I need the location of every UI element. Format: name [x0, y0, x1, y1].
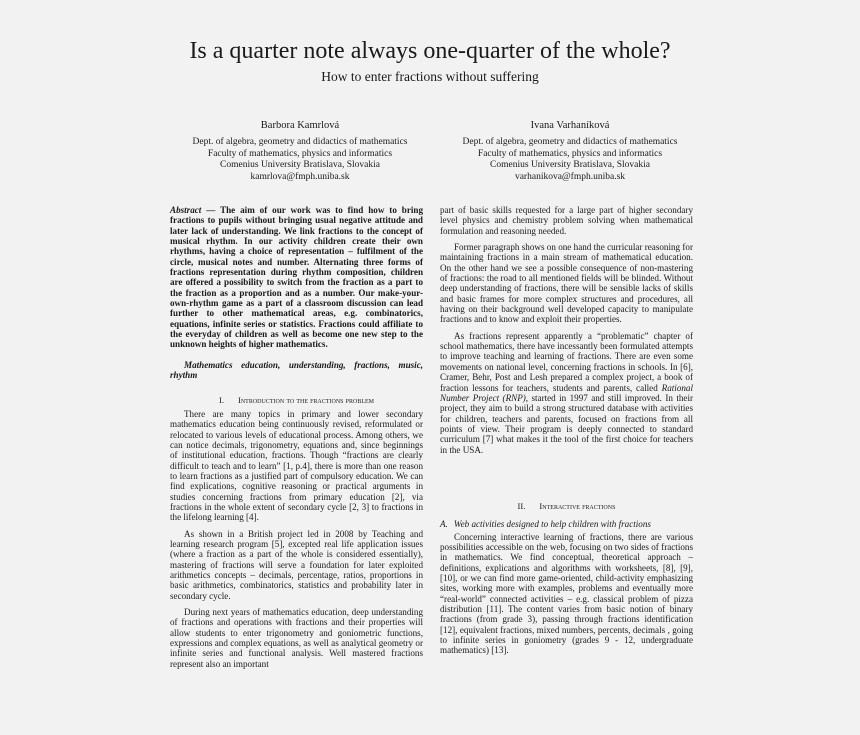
body-paragraph: There are many topics in primary and lower secondary mathematics education being continuously revised, reformulated or relocated to various levels of educational process. Among others, we can notice decimals, trigonometry, equations and, since beginnings of institutional education, fractions. Though “fractions are clearly difficult to teach and to learn” [1, p.4], there is more than one reason to learn fractions as a justified part of compulsory education. We can find explications, cognitive reasoning or practical arguments in studies concerning fractions from primary education [2], via fractions in the whole extent of secondary cycle [2, 3] to fractions in the lifelong learning [4].	[170, 408, 423, 523]
subsection-title: Web activities designed to help children with fractions	[453, 519, 651, 530]
abstract-text: The aim of our work was to find how to bring fractions to pupils without bringing usual negative attitude and later lack of understanding. We link fractions to the concept of musical rhythm. In our activity children create their own rhythms, having a choice of representation – fulfilment of the circle, musical notes and number. Alternating three forms of fractions representation during rhythm composition, children are offered a possibility to switch from the fraction as a part to the fraction as a proportion and as a number. Our make-your-own-rhythm game as a part of a classroom discussion can lead further to other mathematical areas, e.g. combinatorics, equations, infinite series or statistics. Fractions could affiliate to the everyday of children as well as become one new step to the unknown heights of higher mathematics.	[170, 205, 423, 350]
section-title: Introduction to the fractions problem	[237, 394, 375, 405]
author-email: varhanikova@fmph.uniba.sk	[514, 171, 626, 182]
body-paragraph: part of basic skills requested for a large part of higher secondary level physics and chemistry problem solving when mathematical formulation and reasoning needed.	[440, 205, 693, 236]
right-column	[440, 205, 693, 662]
author-faculty: Faculty of mathematics, physics and informatics	[207, 148, 393, 159]
author-university: Comenius University Bratislava, Slovakia	[220, 160, 380, 171]
left-column	[170, 205, 423, 675]
author-block-1	[170, 120, 430, 183]
paragraph-part: As fractions represent apparently a “problematic” chapter of school mathematics, there have incessantly been formulated attempts to improve teaching and learning of fractions. There are even some movements on national level, concerning fractions in schools. In [6], Cramer, Behr, Post and Lesh prepared a complex project, a book of fraction lessons for teachers, students and parents, called	[440, 330, 693, 393]
author-name: Ivana Varhaníková	[530, 120, 610, 131]
paper-title: Is a quarter note always one-quarter of the whole?	[189, 38, 671, 64]
body-paragraph	[440, 331, 693, 455]
body-paragraph: Former paragraph shows on one hand the curricular reasoning for maintaining fractions in a main stream of mathematical education. On the other hand we see a possible consequence of non-mastering of fractions: the road to all mentioned fields will be blinded. Without deep understanding of fractions, there will be sensible lacks of skills and basic frames for more complex structures and procedures, all having on their background well developed capacity to manipulate fractions and to know and exploit their properties.	[440, 242, 693, 325]
author-university: Comenius University Bratislava, Slovakia	[490, 160, 650, 171]
section-number: II.	[517, 500, 526, 511]
section-heading-2	[440, 501, 693, 511]
keywords: Mathematics education, understanding, fractions, music, rhythm	[170, 359, 423, 381]
abstract	[170, 205, 423, 350]
author-dept: Dept. of algebra, geometry and didactics of mathematics	[192, 137, 408, 148]
body-paragraph: As shown in a British project led in 2008 by Teaching and learning research program [5], excepted real life application issues (where a fraction as a part of the whole is considered essentially), mastering of fractions will serve a foundation for later exploited arithmetics concepts – decimals, percentage, ratios, proportions in basic arithmetics, combinatorics, statistics and probability later in secondary cycle.	[170, 528, 423, 601]
paragraph-part: , started in 1997 and still improved. In their project, they aim to build a strong structured database with activities for children, teachers and parents, focused on fractions from all points of view. Their program is deeply connected to standard curriculum [7] what makes it the tool of the first choice for teachers in the USA.	[440, 392, 693, 455]
subsection-number: A.	[440, 519, 448, 530]
subsection-heading	[440, 519, 693, 529]
author-block-2	[440, 120, 700, 183]
section-number: I.	[218, 394, 224, 405]
section-heading-1	[170, 395, 423, 405]
abstract-label: Abstract	[170, 205, 202, 215]
project-name: Rational Number Project (RNP)	[440, 382, 693, 403]
body-paragraph: During next years of mathematics education, deep understanding of fractions and operations with fractions and their properties will allow students to enter trigonometry and goniometric functions, expressions and complex equations, as well as analytical geometry or infinite series and functional analysis. Well mastered fractions represent also an important	[170, 607, 423, 669]
body-paragraph: Concerning interactive learning of fractions, there are various possibilities accessible on the web, focusing on two sides of fractions in mathematics. We find conceptual, theoretical approach – definitions, explications and algorithms with worksheets, [8], [9], [10], or we can find more game-oriented, child-activity emphasizing sites, working more with examples, problems and eventually more “real-world” connected activities – e.g. classical problem of pizza distribution [11]. The content varies from basic notion of binary fractions (from grade 3), passing through fractions identification [12], equivalent fractions, mixed numbers, percents, decimals , going to infinite series in goniometry (grades 9 - 12, undergraduate mathematics) [13].	[440, 531, 693, 656]
abstract-dash: —	[201, 205, 221, 215]
paper-subtitle: How to enter fractions without suffering	[321, 69, 539, 84]
author-faculty: Faculty of mathematics, physics and informatics	[477, 148, 663, 159]
author-dept: Dept. of algebra, geometry and didactics of mathematics	[462, 137, 678, 148]
section-title: Interactive fractions	[539, 500, 616, 511]
author-name: Barbora Kamrlová	[260, 120, 340, 131]
author-email: kamrlova@fmph.uniba.sk	[250, 171, 350, 182]
